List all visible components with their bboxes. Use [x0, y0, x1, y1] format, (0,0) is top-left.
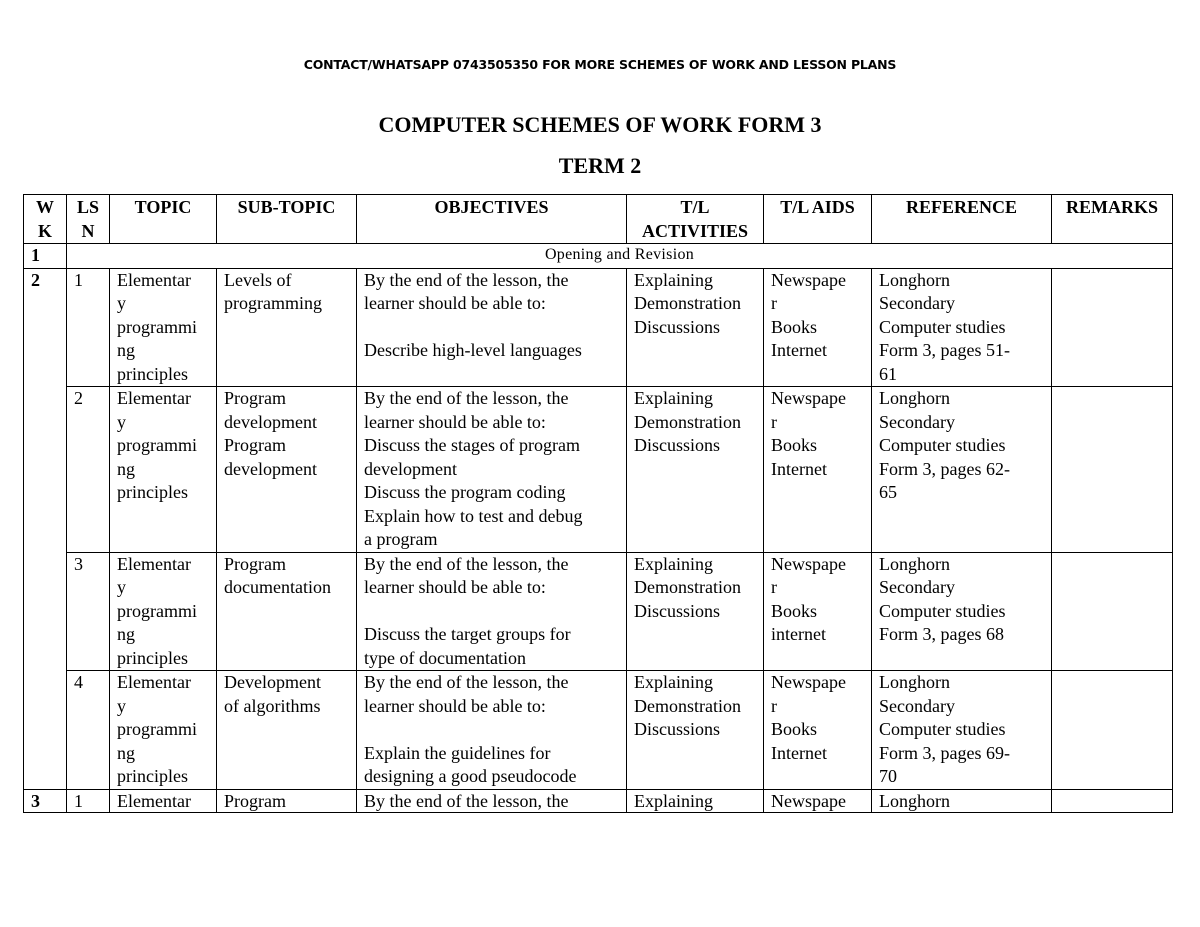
lesson-cell: 1	[67, 789, 110, 812]
reference-cell: Longhorn Secondary Computer studies Form 3, pages 69- 70	[872, 671, 1052, 790]
topic-cell: Elementar y programmi ng principles	[110, 387, 217, 553]
reference-cell: Longhorn Secondary Computer studies Form 3, pages 68	[872, 552, 1052, 671]
document-title: COMPUTER SCHEMES OF WORK FORM 3	[378, 112, 822, 137]
objectives-cell: By the end of the lesson, the learner should be able to: Discuss the stages of program development Discuss the program coding Explain how to test and debug a program	[357, 387, 627, 553]
aids-cell: Newspape r Books Internet	[764, 387, 872, 553]
week-cell: 2	[24, 268, 67, 789]
reference-cell: Longhorn	[872, 789, 1052, 812]
table-row	[24, 387, 1173, 553]
activities-cell: Explaining Demonstration Discussions	[627, 387, 764, 553]
col-header-aids: T/L AIDS	[764, 195, 872, 244]
table-row-opening	[24, 244, 1173, 269]
topic-cell: Elementar	[110, 789, 217, 812]
objectives-cell: By the end of the lesson, the learner should be able to: Describe high-level languages	[357, 268, 627, 387]
lesson-cell: 2	[67, 387, 110, 553]
activities-cell: Explaining	[627, 789, 764, 812]
opening-revision-cell: Opening and Revision	[67, 244, 1173, 269]
table-header-row	[24, 195, 1173, 244]
activities-cell: Explaining Demonstration Discussions	[627, 552, 764, 671]
activities-cell: Explaining Demonstration Discussions	[627, 268, 764, 387]
remarks-cell	[1052, 671, 1173, 790]
aids-cell: Newspape	[764, 789, 872, 812]
subtopic-cell: Development of algorithms	[217, 671, 357, 790]
col-header-reference: REFERENCE	[872, 195, 1052, 244]
remarks-cell	[1052, 552, 1173, 671]
term-heading: TERM 2	[558, 153, 642, 178]
subtopic-cell: Levels of programming	[217, 268, 357, 387]
schemes-table	[23, 194, 1173, 813]
col-header-activities: T/L ACTIVITIES	[627, 195, 764, 244]
lesson-cell: 3	[67, 552, 110, 671]
objectives-cell: By the end of the lesson, the learner should be able to: Discuss the target groups for type of documentation	[357, 552, 627, 671]
topic-cell: Elementar y programmi ng principles	[110, 671, 217, 790]
remarks-cell	[1052, 789, 1173, 812]
contact-banner: CONTACT/WHATSAPP 0743505350 FOR MORE SCHEMES OF WORK AND LESSON PLANS	[303, 57, 897, 72]
aids-cell: Newspape r Books internet	[764, 552, 872, 671]
lesson-cell: 1	[67, 268, 110, 387]
activities-cell: Explaining Demonstration Discussions	[627, 671, 764, 790]
subtopic-cell: Program	[217, 789, 357, 812]
remarks-cell	[1052, 387, 1173, 553]
objectives-cell: By the end of the lesson, the learner should be able to: Explain the guidelines for designing a good pseudocode	[357, 671, 627, 790]
col-header-objectives: OBJECTIVES	[357, 195, 627, 244]
table-row	[24, 671, 1173, 790]
table-row	[24, 268, 1173, 387]
table-row	[24, 789, 1173, 812]
subtopic-cell: Program documentation	[217, 552, 357, 671]
reference-cell: Longhorn Secondary Computer studies Form 3, pages 51- 61	[872, 268, 1052, 387]
col-header-wk: W K	[24, 195, 67, 244]
remarks-cell	[1052, 268, 1173, 387]
col-header-lsn: LS N	[67, 195, 110, 244]
reference-cell: Longhorn Secondary Computer studies Form 3, pages 62- 65	[872, 387, 1052, 553]
col-header-topic: TOPIC	[110, 195, 217, 244]
week-cell: 1	[24, 244, 67, 269]
aids-cell: Newspape r Books Internet	[764, 268, 872, 387]
aids-cell: Newspape r Books Internet	[764, 671, 872, 790]
col-header-subtopic: SUB-TOPIC	[217, 195, 357, 244]
col-header-remarks: REMARKS	[1052, 195, 1173, 244]
lesson-cell: 4	[67, 671, 110, 790]
topic-cell: Elementar y programmi ng principles	[110, 552, 217, 671]
week-cell: 3	[24, 789, 67, 812]
subtopic-cell: Program development Program development	[217, 387, 357, 553]
table-row	[24, 552, 1173, 671]
objectives-cell: By the end of the lesson, the	[357, 789, 627, 812]
topic-cell: Elementar y programmi ng principles	[110, 268, 217, 387]
